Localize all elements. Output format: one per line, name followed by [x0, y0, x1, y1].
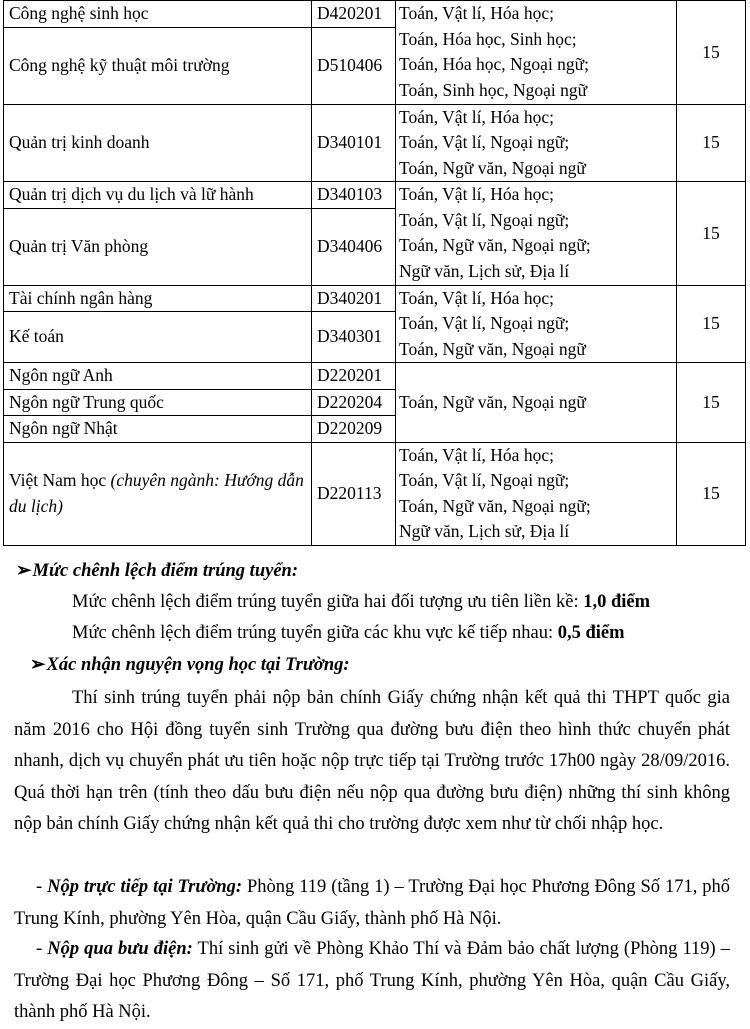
subject-group — [396, 182, 677, 286]
major-name: Quản trị Văn phòng — [4, 208, 312, 285]
major-code: D220201 — [312, 363, 396, 390]
subject-line: Toán, Vật lí, Hóa học; — [399, 106, 554, 127]
line-value: 0,5 điểm — [557, 623, 625, 643]
min-score: 15 — [677, 285, 746, 363]
dash-prefix: - — [36, 939, 48, 959]
subject-line: Toán, Sinh học, Ngoại ngữ — [399, 79, 588, 100]
major-code: D340101 — [312, 104, 396, 182]
subject-line: Toán, Ngữ văn, Ngoại ngữ; — [399, 235, 591, 255]
submit-direct-label: Nộp trực tiếp tại Trường: — [47, 877, 243, 897]
major-code: D340201 — [312, 285, 396, 312]
table-row — [4, 363, 746, 390]
confirmation-paragraph — [14, 683, 730, 841]
subject-group — [396, 1, 677, 105]
subject-group — [396, 363, 677, 443]
major-name — [4, 442, 312, 545]
major-name: Ngôn ngữ Nhật — [4, 416, 312, 443]
subject-line: Toán, Ngữ văn, Ngoại ngữ; — [399, 495, 591, 516]
section-heading-score-difference — [16, 558, 732, 584]
submit-direct-text: Phòng 119 (tầng 1) – Trường Đại học Phương Đông Số 171, phố Trung Kính, phường Yên Hòa, quận Cầu Giấy, thành phố Hà Nội. — [14, 877, 730, 929]
table-row — [4, 182, 746, 209]
major-code: D340406 — [312, 208, 396, 285]
major-code: D510406 — [312, 27, 396, 104]
min-score: 15 — [677, 363, 746, 443]
major-code: D220209 — [312, 416, 396, 443]
subject-line: Toán, Vật lí, Ngoại ngữ; — [399, 132, 570, 152]
major-name: Công nghệ sinh học — [4, 1, 312, 28]
major-code: D340301 — [312, 312, 396, 363]
major-code: D420201 — [312, 1, 396, 28]
confirmation-paragraph-text: Thí sinh trúng tuyển phải nộp bản chính Giấy chứng nhận kết quả thi THPT quốc gia năm 2016 cho Hội đồng tuyển sinh Trường qua đường bưu điện theo hình thức chuyển phát nhanh, dịch vụ chuyển phát ưu tiên hoặc nộp trực tiếp tại Trường trước 17h00 ngày 28/09/2016. Quá thời hạn trên (tính theo dấu bưu điện nếu nộp qua đường bưu điện) những thí sinh không nộp bản chính Giấy chứng nhận kết quả thi cho trường được xem như từ chối nhập học. — [14, 688, 730, 834]
score-difference-line-priority — [72, 589, 744, 615]
subject-group — [396, 442, 677, 545]
arrow-bullet-icon: ➢ — [30, 655, 46, 675]
admission-table — [3, 0, 746, 546]
submit-post-line — [14, 934, 730, 1029]
line-text: Mức chênh lệch điểm trúng tuyển giữa hai đối tượng ưu tiên liền kề: — [72, 592, 584, 612]
subject-line: Toán, Ngữ văn, Ngoại ngữ — [399, 157, 586, 178]
subject-line: Toán, Vật lí, Hóa học; — [399, 444, 554, 465]
submit-post-label: Nộp qua bưu điện: — [47, 939, 193, 959]
section-heading-text: Xác nhận nguyện vọng học tại Trường: — [46, 655, 350, 675]
major-code: D220113 — [312, 442, 396, 545]
subject-line: Toán, Vật lí, Ngoại ngữ; — [399, 470, 570, 490]
table-row — [4, 104, 746, 182]
major-name: Tài chính ngân hàng — [4, 285, 312, 312]
major-code: D220204 — [312, 389, 396, 416]
section-heading-confirmation — [30, 652, 746, 678]
major-name: Công nghệ kỹ thuật môi trường — [4, 27, 312, 104]
subject-line: Toán, Vật lí, Ngoại ngữ; — [399, 209, 570, 230]
major-name: Quản trị kinh doanh — [4, 104, 312, 182]
subject-line: Toán, Ngữ văn, Ngoại ngữ — [399, 338, 586, 359]
subject-line: Toán, Hóa học, Ngoại ngữ; — [399, 54, 590, 74]
dash-prefix: - — [36, 877, 48, 897]
line-value: 1,0 điểm — [583, 592, 651, 612]
min-score: 15 — [677, 442, 746, 545]
submit-direct-line — [14, 872, 730, 935]
major-name: Kế toán — [4, 312, 312, 363]
min-score: 15 — [677, 1, 746, 105]
score-difference-line-region — [72, 620, 744, 646]
section-heading-text: Mức chênh lệch điểm trúng tuyển: — [32, 561, 298, 581]
submit-post-text: Thí sinh gửi về Phòng Khảo Thí và Đảm bảo chất lượng (Phòng 119) – Trường Đại học Phương Đông – Số 171, phố Trung Kính, phường Yên Hòa, quận Cầu Giấy, thành phố Hà Nội. — [14, 939, 730, 1022]
subject-line: Ngữ văn, Lịch sử, Địa lí — [399, 260, 570, 281]
table-row — [4, 1, 746, 28]
submit-direct-paragraph — [14, 872, 730, 935]
min-score: 15 — [677, 182, 746, 286]
subject-line: Toán, Vật lí, Hóa học; — [399, 184, 554, 204]
major-name: Quản trị dịch vụ du lịch và lữ hành — [4, 182, 312, 209]
subject-line: Toán, Vật lí, Hóa học; — [399, 287, 554, 308]
submit-post-paragraph — [14, 934, 730, 1029]
table-row — [4, 442, 746, 545]
min-score: 15 — [677, 104, 746, 182]
subject-group — [396, 104, 677, 182]
major-name-note: (chuyên ngành: Hướng dẫn du lịch) — [9, 470, 304, 516]
subject-line: Toán, Ngữ văn, Ngoại ngữ — [399, 391, 586, 412]
subject-group — [396, 285, 677, 363]
major-name: Ngôn ngữ Trung quốc — [4, 389, 312, 416]
line-text: Mức chênh lệch điểm trúng tuyển giữa các khu vực kế tiếp nhau: — [72, 623, 558, 643]
arrow-bullet-icon: ➢ — [16, 561, 32, 581]
subject-line: Toán, Vật lí, Hóa học; — [399, 3, 554, 23]
major-name: Ngôn ngữ Anh — [4, 363, 312, 390]
subject-line: Toán, Hóa học, Sinh học; — [399, 28, 577, 49]
subject-line: Toán, Vật lí, Ngoại ngữ; — [399, 313, 570, 333]
major-name-text: Việt Nam học — [9, 470, 107, 490]
subject-line: Ngữ văn, Lịch sử, Địa lí — [399, 521, 570, 541]
table-row — [4, 285, 746, 312]
major-code: D340103 — [312, 182, 396, 209]
